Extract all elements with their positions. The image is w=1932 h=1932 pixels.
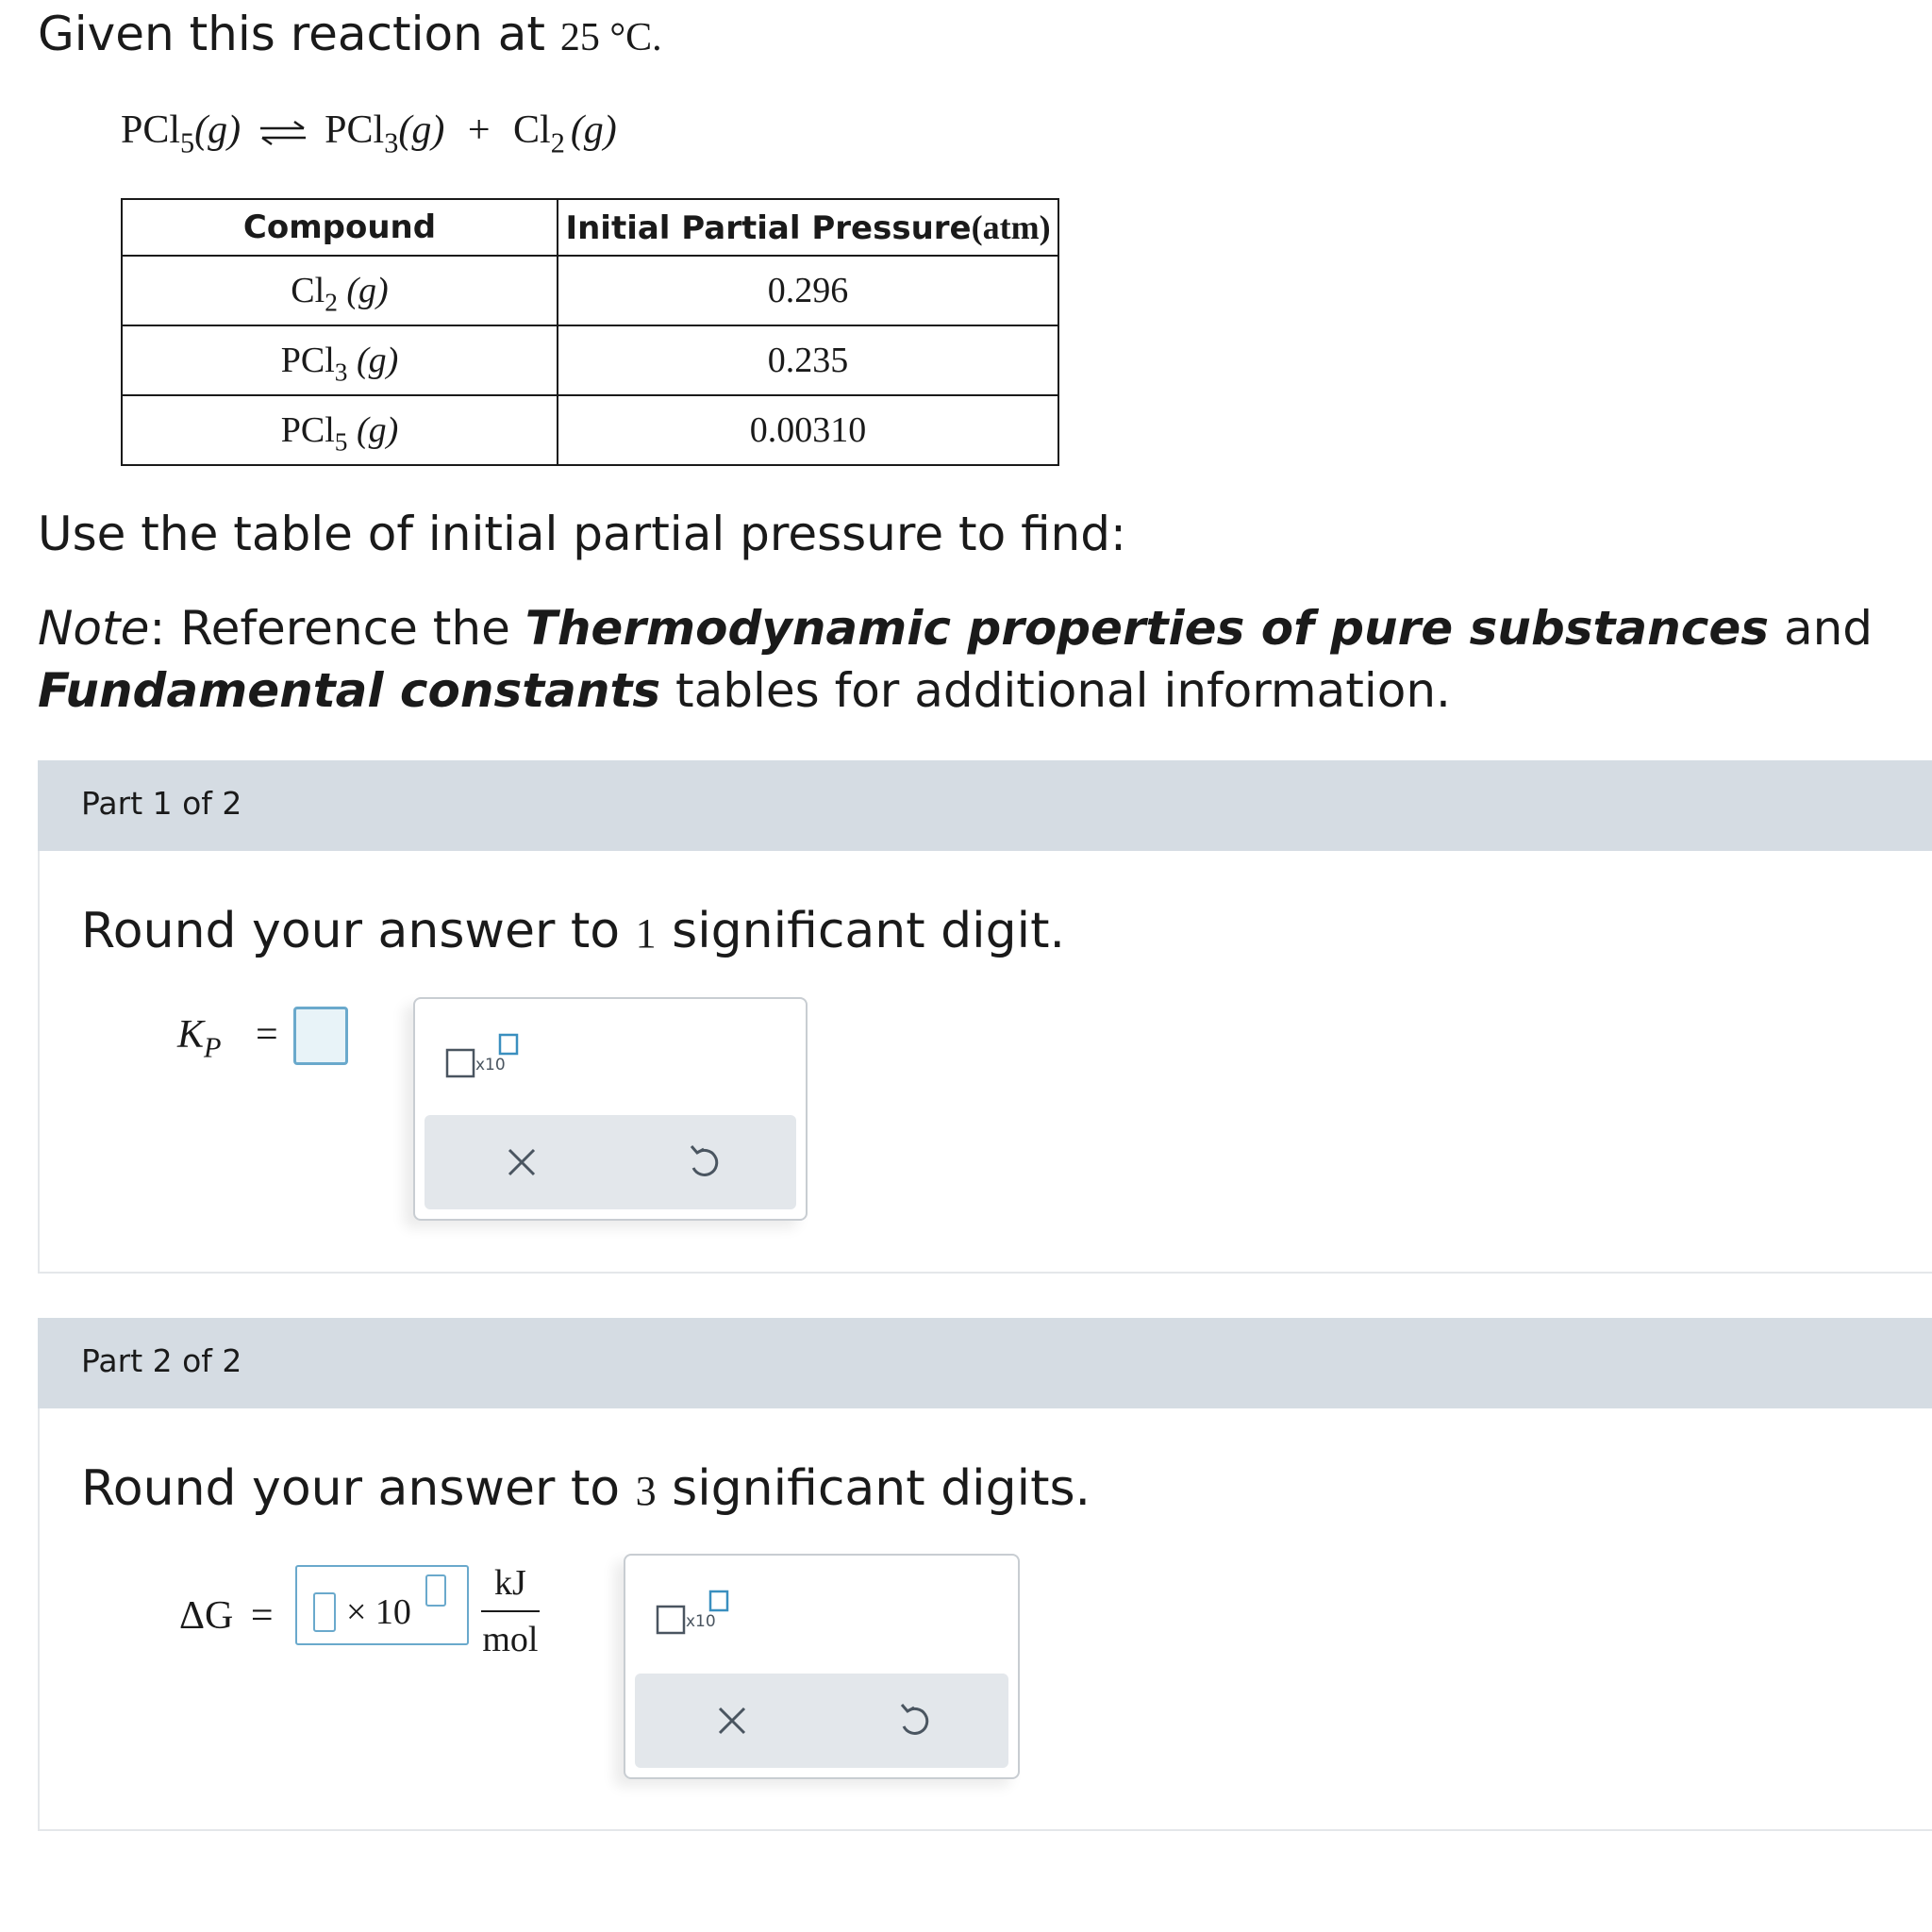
part2-header [38,1318,1932,1408]
pressure-cell: 0.235 [558,325,1058,395]
part2-round-prefix: Round your answer to [81,1460,621,1517]
sci-notation-label: x10 [686,1612,716,1631]
pressure-cell: 0.00310 [558,395,1058,465]
table-header-row [122,199,1058,256]
question-temperature: 25 °C. [559,16,662,59]
table-row [122,325,1058,395]
reactant-formula: PCl [121,108,181,152]
product1-subscript: 3 [384,126,399,159]
undo-icon [681,1139,728,1186]
unit-denominator: mol [482,1620,539,1659]
product2-state: (g) [570,108,617,152]
compound-state: (g) [356,341,399,380]
compound-cell [122,395,558,465]
delta-g-answer-field[interactable] [295,1565,469,1645]
kp-answer-input[interactable] [293,1007,348,1065]
equilibrium-arrow-icon [257,119,309,147]
question-title-text: Given this reaction at [38,7,545,61]
times-ten-label: × 10 [346,1592,411,1632]
part2-round-suffix: significant digits. [672,1460,1091,1517]
product2-subscript: 2 [550,126,565,159]
compound-cell [122,256,558,325]
part1-clear-button[interactable] [498,1139,545,1186]
kp-subscript: P [204,1031,222,1064]
compound-formula: Cl [291,271,325,310]
pressure-header [558,199,1058,256]
part1-header [38,760,1932,851]
kp-symbol: K [177,1013,205,1057]
unit-fraction [481,1561,540,1661]
part1-tool-row [425,1115,796,1209]
product1-state: (g) [398,108,445,152]
part1-digits: 1 [635,910,657,957]
kp-equals: = [255,1013,278,1057]
reaction-equation [121,102,617,158]
compound-state: (g) [356,410,399,450]
product1-formula: PCl [325,108,385,152]
table-row [122,395,1058,465]
pressure-header-label: Initial Partial Pressure [565,209,972,247]
delta-g-label [179,1592,274,1640]
pressure-cell: 0.296 [558,256,1058,325]
unit-numerator: kJ [481,1561,540,1612]
part2-round-instruction [81,1458,1091,1522]
part1-round-prefix: Round your answer to [81,903,621,959]
instruction-text: Use the table of initial partial pressure to find: [38,507,1126,561]
question-title [38,6,662,66]
compound-subscript: 2 [325,288,338,317]
compound-header: Compound [122,199,558,256]
partial-pressure-table [121,198,1059,466]
compound-formula: PCl [280,341,335,380]
part1-header-label: Part 1 of 2 [81,785,242,822]
part2-digits: 3 [635,1468,657,1514]
constants-table-reference[interactable]: Fundamental constants [38,663,661,718]
part2-header-label: Part 2 of 2 [81,1342,242,1379]
part1-undo-button[interactable] [681,1139,728,1186]
note-label: Note [38,601,150,656]
delta-g-exponent-input[interactable] [425,1574,446,1607]
plus-sign: + [467,108,491,152]
table-row [122,256,1058,325]
part1-round-suffix: significant digit. [672,903,1065,959]
delta-g-equals: = [250,1594,274,1638]
part2-tool-row [635,1674,1008,1768]
part2-math-palette [624,1554,1020,1779]
kp-label [177,1011,278,1064]
compound-subscript: 3 [334,358,348,387]
note-text [38,597,1915,722]
close-icon [708,1697,756,1744]
sci-notation-label: x10 [475,1056,506,1074]
part1-math-palette [413,997,808,1221]
compound-cell [122,325,558,395]
delta-g-symbol: ΔG [179,1594,234,1638]
scientific-notation-button[interactable] [656,1590,731,1637]
scientific-notation-button[interactable] [445,1033,521,1080]
close-icon [498,1139,545,1186]
compound-subscript: 5 [334,427,348,457]
product2-formula: Cl [513,108,551,152]
thermodynamic-table-reference[interactable]: Thermodynamic properties of pure substances [525,601,1770,656]
reactant-subscript: 5 [180,126,195,159]
compound-state: (g) [346,271,389,310]
note-intro: : Reference the [149,601,525,656]
part1-round-instruction [81,901,1065,964]
pressure-header-unit: (atm) [971,208,1051,246]
part2-undo-button[interactable] [891,1697,939,1744]
compound-formula: PCl [280,410,335,450]
note-end: tables for additional information. [660,663,1451,718]
delta-g-mantissa-input[interactable] [313,1592,336,1632]
note-middle: and [1769,601,1874,656]
part2-clear-button[interactable] [708,1697,756,1744]
undo-icon [891,1697,939,1744]
reactant-state: (g) [194,108,242,152]
